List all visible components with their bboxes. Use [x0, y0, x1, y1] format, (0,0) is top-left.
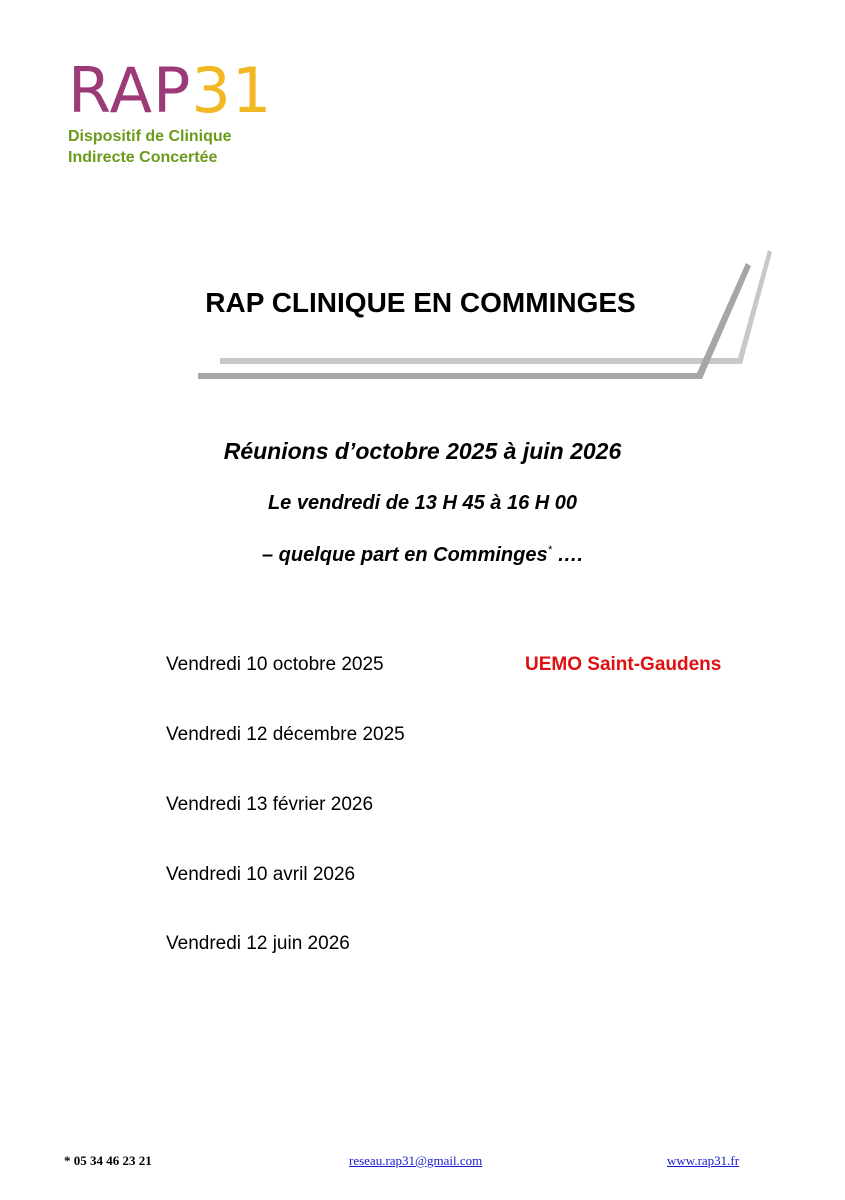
page-title: RAP CLINIQUE EN COMMINGES	[205, 287, 636, 318]
meeting-date: Vendredi 12 décembre 2025	[166, 724, 405, 745]
footer-email-link[interactable]: reseau.rap31@gmail.com	[349, 1153, 483, 1168]
logo-subtitle-line1: Dispositif de Clinique	[68, 128, 232, 145]
subtitle-place-suffix: ….	[551, 544, 583, 566]
logo-subtitle-line2: Indirecte Concertée	[68, 149, 218, 166]
subtitle-time: Le vendredi de 13 H 45 à 16 H 00	[267, 492, 578, 514]
meeting-date: Vendredi 10 avril 2026	[166, 864, 356, 885]
footnote-marker: *	[547, 544, 552, 556]
meeting-date: Vendredi 13 février 2026	[166, 794, 374, 815]
title-decoration	[0, 0, 845, 400]
logo-31: 31	[191, 54, 273, 127]
subtitle-place	[0, 544, 845, 567]
meeting-date: Vendredi 10 octobre 2025	[166, 654, 384, 675]
meeting-date: Vendredi 12 juin 2026	[166, 933, 350, 954]
deco-stroke-back	[220, 250, 772, 364]
subtitle-period: Réunions d’octobre 2025 à juin 2026	[223, 438, 622, 464]
subtitle-place-text: – quelque part en Comminges	[261, 544, 548, 566]
footer-phone: * 05 34 46 23 21	[64, 1153, 152, 1168]
meeting-location: UEMO Saint-Gaudens	[525, 654, 722, 675]
footer-website-link[interactable]: www.rap31.fr	[667, 1153, 740, 1168]
logo-rap: RAP	[68, 54, 192, 127]
